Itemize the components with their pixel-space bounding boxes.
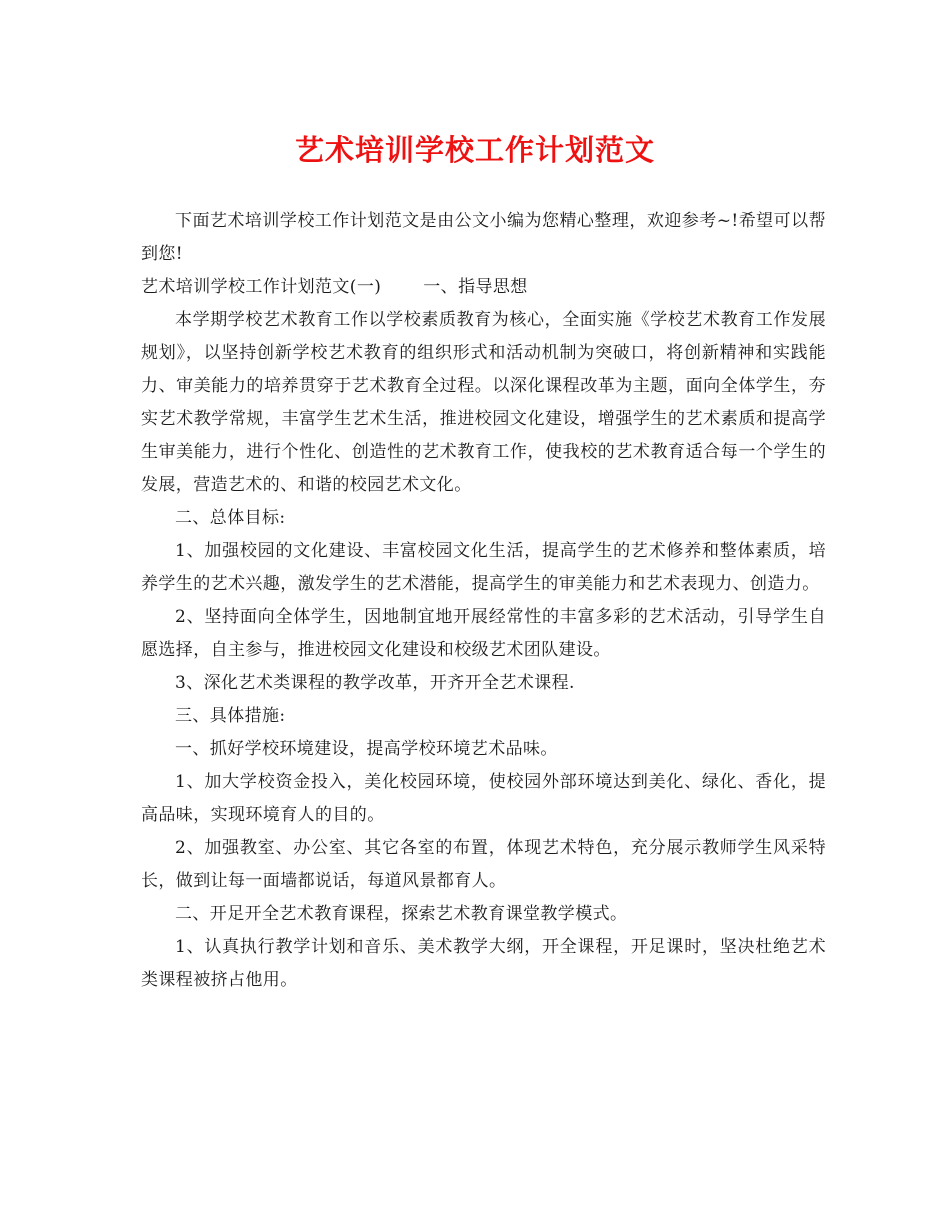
overall-goals-heading: 二、总体目标:: [175, 508, 286, 528]
guiding-thought-paragraph: 本学期学校艺术教育工作以学校素质教育为核心，全面实施《学校艺术教育工作发展规划》，以坚持创新学校艺术教育的组织形式和活动机制为突破口，将创新精神和实践能力、审美能力的培养贯穿于艺术教育全过程。以深化课程改革为主题，面向全体学生，夯实艺术教学常规，丰富学生艺术生活，推进校园文化建设，增强学生的艺术素质和提高学生审美能力，进行个性化、创造性的艺术教育工作，使我校的艺术教育适合每一个学生的发展，营造艺术的、和谐的校园艺术文化。: [141, 310, 826, 495]
intro-paragraph: 下面艺术培训学校工作计划范文是由公文小编为您精心整理，欢迎参考~!希望可以帮到您!: [141, 211, 826, 264]
section-subtitle: 艺术培训学校工作计划范文(一): [141, 277, 382, 297]
measure-section-1: 一、抓好学校环境建设，提高学校环境艺术品味。: [175, 739, 558, 759]
goal-item-3: 3、深化艺术类课程的教学改革，开齐开全艺术课程.: [175, 673, 575, 693]
guiding-thought-heading: 一、指导思想: [423, 277, 528, 297]
goal-item-2: 2、坚持面向全体学生，因地制宜地开展经常性的丰富多彩的艺术活动，引导学生自愿选择，自主参与，推进校园文化建设和校级艺术团队建设。: [141, 607, 826, 660]
document-title: 艺术培训学校工作计划范文: [294, 133, 655, 167]
measure-item-1-1: 1、加大学校资金投入，美化校园环境，使校园外部环境达到美化、绿化、香化，提高品味，实现环境育人的目的。: [141, 772, 826, 825]
section-heading-line: [141, 271, 826, 304]
measure-section-2: 二、开足开全艺术教育课程，探索艺术教育课堂教学模式。: [175, 904, 628, 924]
measure-item-2-1: 1、认真执行教学计划和音乐、美术教学大纲，开全课程，开足课时，坚决杜绝艺术类课程被挤占他用。: [141, 937, 826, 990]
document-body: [141, 205, 826, 997]
goal-item-1: 1、加强校园的文化建设、丰富校园文化生活，提高学生的艺术修养和整体素质，培养学生的艺术兴趣，激发学生的艺术潜能，提高学生的审美能力和艺术表现力、创造力。: [141, 541, 826, 594]
measure-item-1-2: 2、加强教室、办公室、其它各室的布置，体现艺术特色，充分展示教师学生风采特长，做到让每一面墙都说话，每道风景都育人。: [141, 838, 826, 891]
measures-heading: 三、具体措施:: [175, 706, 286, 726]
